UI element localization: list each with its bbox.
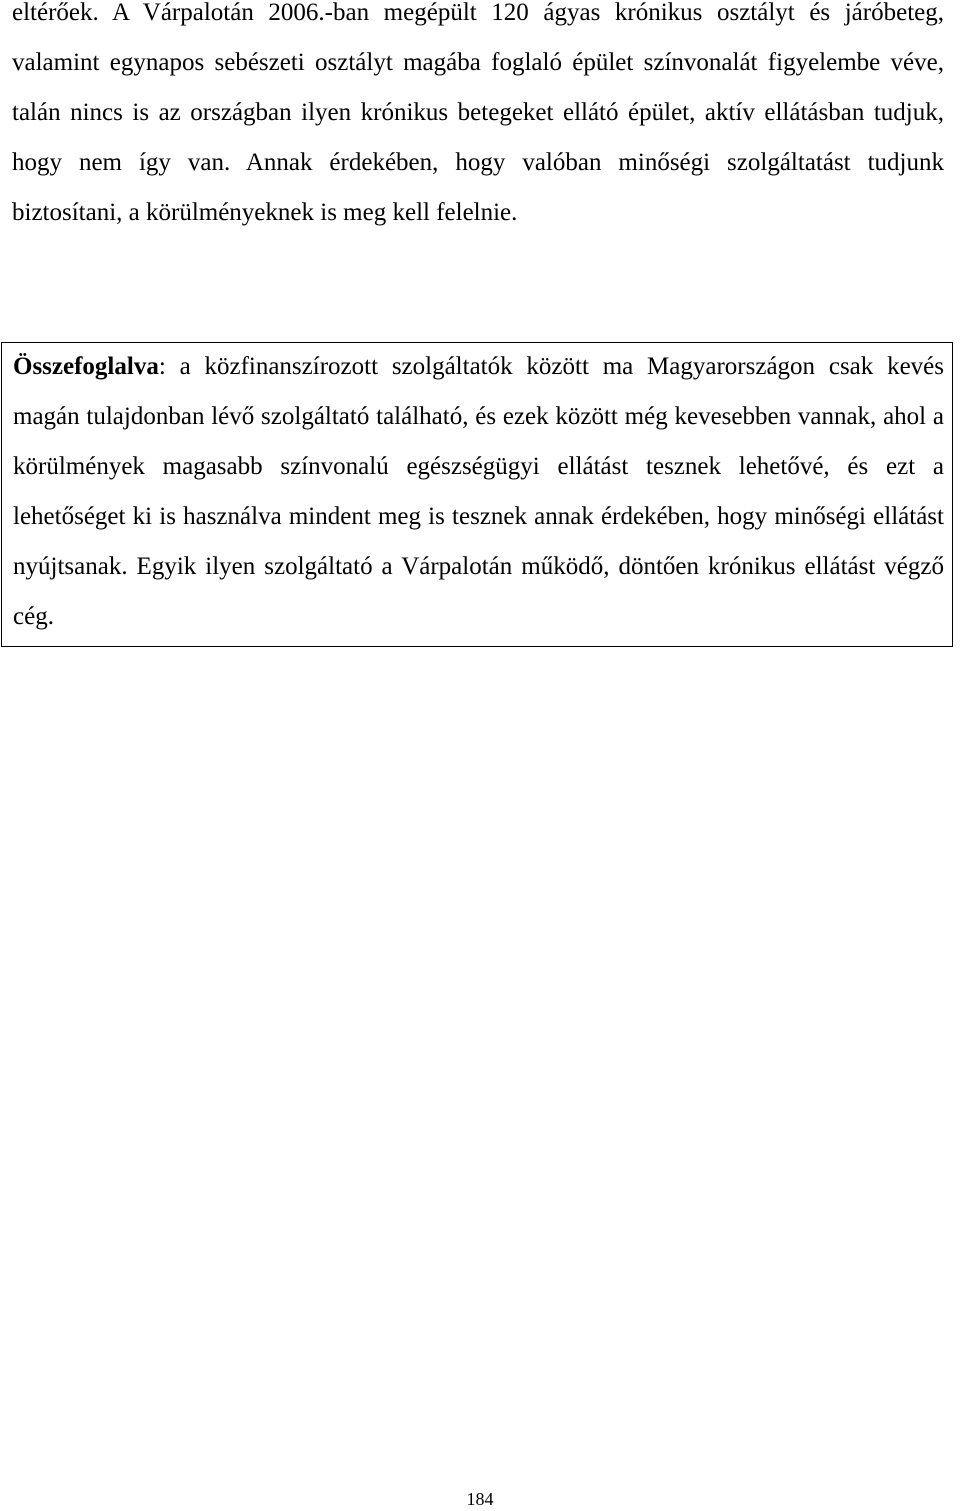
summary-box [1,342,953,647]
summary-text: : a közfinanszírozott szolgáltatók között ma Magyarországon csak kevés magán tulajdonban lévő szolgáltató található, és ezek között még kevesebben vannak, ahol a körülmények magasabb színvonalú egészségügyi ellátást tesznek lehetővé, és ezt a lehetőséget ki is használva mindent meg is tesznek annak érdekében, hogy minőségi ellátást nyújtsanak. Egyik ilyen szolgáltató a Várpalotán működő, döntően krónikus ellátást végző cég. [13,353,944,630]
summary-lead: Összefoglalva [13,353,159,380]
page-number: 184 [466,1489,494,1509]
intro-paragraph: eltérőek. A Várpalotán 2006.-ban megépült 120 ágyas krónikus osztályt és járóbeteg, valamint egynapos sebészeti osztályt magába foglaló épület színvonalát figyelembe véve, talán nincs is az országban ilyen krónikus betegeket ellátó épület, aktív ellátásban tudjuk, hogy nem így van. Annak érdekében, hogy valóban minőségi szolgáltatást tudjunk biztosítani, a körülményeknek is meg kell felelnie. [12,0,944,226]
summary-paragraph [13,342,944,642]
